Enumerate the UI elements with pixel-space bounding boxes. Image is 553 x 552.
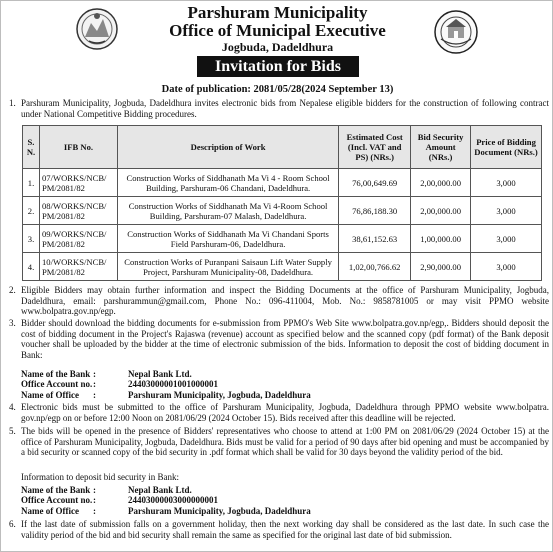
paragraph-text: If the last date of submission falls on a government holiday, then the next working day shall be considered as the last date. In such case the validity period of the bid and bid security shall remain the same as specified for the original last date of bid submission. bbox=[21, 519, 549, 540]
bank-details-bid-security bbox=[21, 485, 311, 516]
publication-date: Date of publication: 2081/05/28(2024 September 13) bbox=[161, 84, 394, 95]
office-label: Name of Office bbox=[21, 389, 79, 400]
bids-table bbox=[22, 125, 542, 281]
header-ifb: IFB No. bbox=[39, 126, 117, 169]
separator: : bbox=[93, 369, 96, 379]
separator: : bbox=[93, 495, 96, 506]
cell-security: 2,90,000.00 bbox=[411, 253, 471, 281]
account-value: 24403000001001000001 bbox=[128, 379, 218, 390]
office-row bbox=[21, 390, 311, 400]
paragraph-6 bbox=[9, 519, 549, 540]
bank-name-value: Nepal Bank Ltd. bbox=[128, 485, 192, 495]
office-value: Parshuram Municipality, Jogbuda, Dadeldhura bbox=[128, 505, 311, 516]
cell-sn: 2. bbox=[23, 197, 40, 225]
table-row bbox=[23, 225, 542, 253]
bank-name-label: Name of the Bank bbox=[21, 369, 91, 379]
account-row bbox=[21, 379, 311, 389]
bank-name-row bbox=[21, 485, 311, 495]
account-value: 24403000003000000001 bbox=[128, 495, 218, 506]
header-sn: S. N. bbox=[23, 126, 40, 169]
paragraph-5 bbox=[9, 426, 549, 458]
office-location: Jogbuda, Dadeldhura bbox=[221, 40, 334, 54]
cell-description: Construction Works of Siddhanath Ma Vi 4-Room School Building, Parshuram-07 Malash, Dadeldhura. bbox=[117, 197, 338, 225]
cell-cost: 38,61,152.63 bbox=[339, 225, 411, 253]
paragraph-2 bbox=[9, 285, 549, 317]
separator: : bbox=[93, 379, 96, 390]
bank-name-row bbox=[21, 369, 311, 379]
cell-sn: 3. bbox=[23, 225, 40, 253]
cell-ifb: 10/WORKS/NCB/ PM/2081/82 bbox=[39, 253, 117, 281]
office-label: Name of Office bbox=[21, 505, 79, 516]
cell-cost: 76,86,188.30 bbox=[339, 197, 411, 225]
paragraph-number: 2. bbox=[9, 285, 16, 295]
paragraph-number: 5. bbox=[9, 426, 16, 436]
header-bid-security: Bid Security Amount (NRs.) bbox=[411, 126, 471, 169]
account-label: Office Account no. bbox=[21, 495, 93, 506]
header-estimated-cost: Estimated Cost (Incl. VAT and PS) (NRs.) bbox=[339, 126, 411, 169]
cell-price: 3,000 bbox=[471, 197, 542, 225]
header-document-price: Price of Bidding Document (NRs.) bbox=[471, 126, 542, 169]
cell-sn: 4. bbox=[23, 253, 40, 281]
paragraph-number: 4. bbox=[9, 402, 16, 412]
account-label: Office Account no. bbox=[21, 379, 93, 390]
bank-name-label: Name of the Bank bbox=[21, 485, 91, 495]
table-row bbox=[23, 169, 542, 197]
office-value: Parshuram Municipality, Jogbuda, Dadeldhura bbox=[128, 389, 311, 400]
cell-cost: 76,00,649.69 bbox=[339, 169, 411, 197]
cell-description: Construction Works of Siddhanath Ma Vi Chandani Sports Field Parshuram-06, Dadeldhura. bbox=[117, 225, 338, 253]
cell-ifb: 08/WORKS/NCB/ PM/2081/82 bbox=[39, 197, 117, 225]
header-description: Description of Work bbox=[117, 126, 338, 169]
cell-security: 2,00,000.00 bbox=[411, 197, 471, 225]
paragraph-number: 6. bbox=[9, 519, 16, 529]
cell-sn: 1. bbox=[23, 169, 40, 197]
paragraph-5-bank-intro bbox=[9, 472, 549, 483]
cell-price: 3,000 bbox=[471, 169, 542, 197]
paragraph-text: Parshuram Municipality, Jogbuda, Dadeldhura invites electronic bids from Nepalese eligible bidders for the construction of following contract under National Competitive Bidding procedures. bbox=[21, 98, 549, 119]
paragraph-text: Information to deposit bid security in Bank: bbox=[21, 472, 179, 482]
account-row bbox=[21, 495, 311, 505]
table-row bbox=[23, 197, 542, 225]
paragraph-1 bbox=[9, 98, 549, 119]
paragraph-number: 1. bbox=[9, 98, 16, 108]
separator: : bbox=[93, 485, 96, 495]
paragraph-4 bbox=[9, 402, 549, 423]
cell-security: 2,00,000.00 bbox=[411, 169, 471, 197]
table-row bbox=[23, 253, 542, 281]
paragraph-text: Eligible Bidders may obtain further information and inspect the Bidding Documents at the office of Parshuram Municipality, Jogbuda, Dadeldhura, email: parshurammun@gmail.com, Phone No.: 096-411004, Mob. No.: 9858781005 or may visit PPMO website www.bolpatra.gov.np/egp. bbox=[21, 285, 549, 317]
paragraph-number: 3. bbox=[9, 318, 16, 328]
cell-security: 1,00,000.00 bbox=[411, 225, 471, 253]
cell-description: Construction Works of Puranpani Saisaun Lift Water Supply Project, Parshuram Municipality-08, Dadeldhura. bbox=[117, 253, 338, 281]
cell-ifb: 09/WORKS/NCB/ PM/2081/82 bbox=[39, 225, 117, 253]
bank-details-document-fee bbox=[21, 369, 311, 400]
notice-title-banner: Invitation for Bids bbox=[197, 56, 359, 77]
cell-price: 3,000 bbox=[471, 253, 542, 281]
cell-cost: 1,02,00,766.62 bbox=[339, 253, 411, 281]
bank-name-value: Nepal Bank Ltd. bbox=[128, 369, 192, 379]
cell-description: Construction Works of Siddhanath Ma Vi 4 - Room School Building, Parshuram-06 Chandani, Dadeldhura. bbox=[117, 169, 338, 197]
paragraph-text: Electronic bids must be submitted to the office of Parshuram Municipality, Jogbuda, Dadeldhura through PPMO website www.bolpatra. gov.np/egp on or before 12:00 Noon on 2081/06/29 (2024 October 15). Bids received after this deadline will be rejected. bbox=[21, 402, 549, 423]
paragraph-3 bbox=[9, 318, 549, 360]
municipality-name: Parshuram Municipality bbox=[187, 3, 368, 22]
paragraph-text: The bids will be opened in the presence of Bidders' representatives who choose to attend at 1:00 PM on 2081/06/29 (2024 October 15) at the office of Parshuram Municipality, Jogbuda, Dadeldhura. Bids must be valid for a period of 90 days after bid opening and must be accompanied by a bid security or scanned copy of the bid security in .pdf format which shall be valid for 30 days beyond the validity period of the bid. bbox=[21, 426, 549, 458]
cell-ifb: 07/WORKS/NCB/ PM/2081/82 bbox=[39, 169, 117, 197]
paragraph-text: Bidder should download the bidding documents for e-submission from PPMO's Web Site www.bolpatra.gov.np/egp,. Bidders should deposit the cost of bidding document in the Project's Rajaswa (revenue) account as specified below and the scanned copy (pdf format) of the Bank deposit voucher shall be uploaded by the bidder at the time of electronic submission of the bids. Information to deposit the cost of bidding document in Bank: bbox=[21, 318, 549, 360]
separator: : bbox=[93, 389, 96, 400]
office-row bbox=[21, 506, 311, 516]
office-name: Office of Municipal Executive bbox=[169, 21, 386, 40]
table-header-row bbox=[23, 126, 542, 169]
cell-price: 3,000 bbox=[471, 225, 542, 253]
separator: : bbox=[93, 505, 96, 516]
